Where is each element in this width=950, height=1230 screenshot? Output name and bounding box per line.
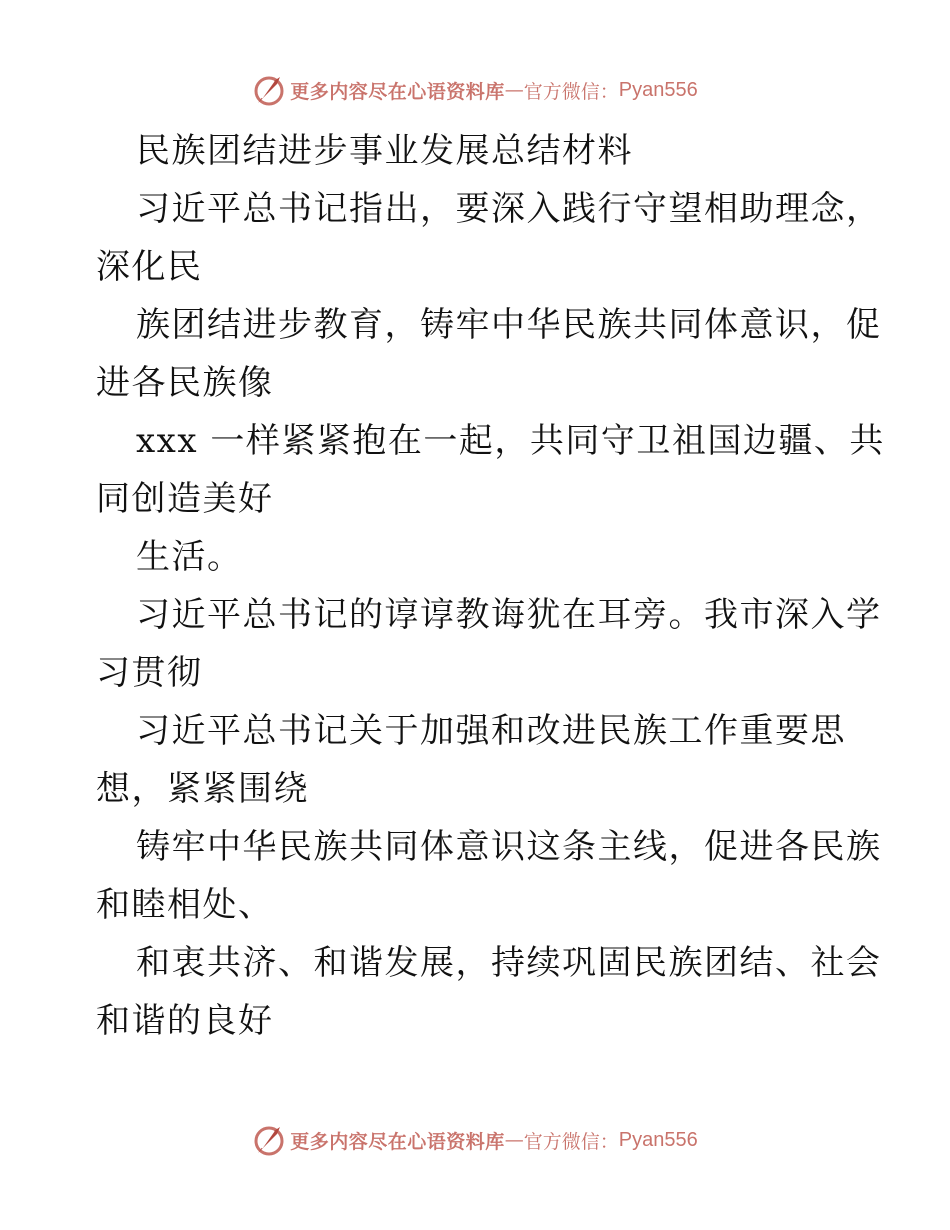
watermark-brand-text: 更多内容尽在心语资料库 [290,1130,505,1153]
text-line: 想，紧紧围绕 [96,769,309,809]
text-line: 铸牢中华民族共同体意识这条主线，促进各民族 [136,827,882,867]
watermark-wechat-label: 官方微信： [523,1130,619,1153]
text-line: 习近平总书记的谆谆教诲犹在耳旁。我市深入学 [136,595,882,635]
watermark-account: Pyan556 [618,78,698,101]
text-line: 同创造美好 [96,479,274,519]
watermark-brand-text: 更多内容尽在心语资料库 [290,80,505,103]
document-body [96,122,885,1050]
footer-watermark [0,1120,950,1160]
quill-pen-logo-icon [252,1123,286,1157]
watermark-account: Pyan556 [618,1128,698,1151]
watermark-dash: — [504,1129,524,1151]
text-line: 进各民族像 [96,363,274,403]
text-line: 和睦相处、 [96,885,274,925]
quill-pen-logo-icon [252,73,286,107]
watermark-wechat-label: 官方微信： [523,80,619,103]
text-line: 习近平总书记指出，要深入践行守望相助理念， [136,189,882,229]
text-line: 族团结进步教育，铸牢中华民族共同体意识，促 [136,305,882,345]
text-line: 和谐的良好 [96,1001,274,1041]
text-line: 和衷共济、和谐发展，持续巩固民族团结、社会 [136,943,882,983]
text-line: 生活。 [136,537,243,577]
watermark-dash: — [504,79,524,101]
text-line: 深化民 [96,247,203,287]
text-line: 习近平总书记关于加强和改进民族工作重要思 [136,711,846,751]
header-watermark [0,70,950,110]
text-line: 习贯彻 [96,653,203,693]
text-line: xxx 一样紧紧抱在一起，共同守卫祖国边疆、共 [136,421,885,461]
text-line: 民族团结进步事业发展总结材料 [136,131,633,171]
